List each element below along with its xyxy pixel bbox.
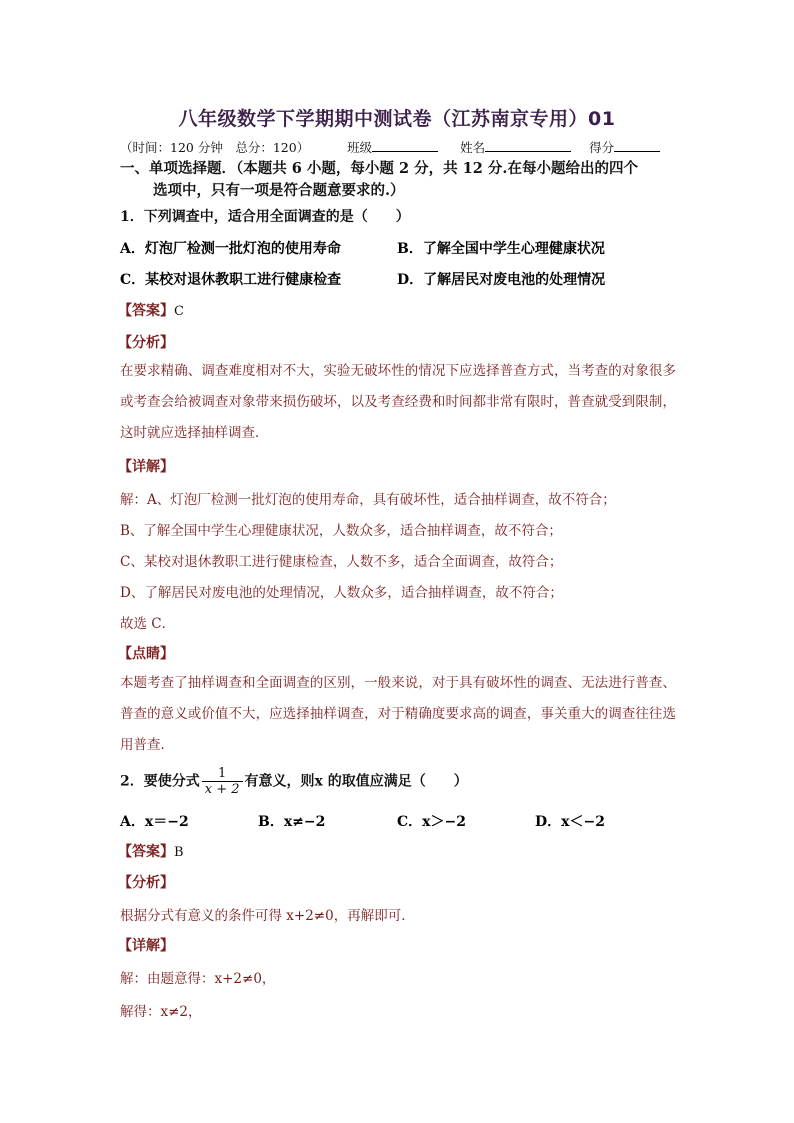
- exam-time: （时间：120 分钟 总分：120）: [120, 140, 310, 155]
- q2-answer-value: B: [174, 845, 184, 860]
- section-heading-line1: 一、单项选择题．（本题共 6 小题，每小题 2 分，共 12 分.在每小题给出的四个: [120, 160, 638, 177]
- q1-option-a: A．灯泡厂检测一批灯泡的使用寿命: [120, 241, 341, 257]
- q2-detail-tag: 【详解】: [118, 938, 174, 954]
- section-heading: [120, 158, 680, 202]
- name-blank: [485, 139, 571, 152]
- class-label: 班级: [347, 140, 373, 155]
- q2-stem: [120, 766, 468, 797]
- q2-option-a: A．x＝−2: [120, 814, 189, 830]
- q1-stem: 1．下列调查中，适合用全面调查的是（ ）: [120, 209, 410, 225]
- q2-stem-pre: 2．要使分式: [120, 773, 200, 790]
- q1-analysis-text: 在要求精确、调查难度相对不大，实验无破坏性的情况下应选择普查方式，当考查的对象很多或考查会给被调查对象带来损伤破坏，以及考查经费和时间都非常有限时，普查就受到限制，这时就应选择抽样调查．: [120, 363, 676, 441]
- class-blank: [372, 139, 438, 152]
- name-label: 姓名: [460, 140, 486, 155]
- q2-analysis-text: 根据分式有意义的条件可得 x+2≠0，再解即可．: [120, 908, 415, 924]
- q2-fraction: [202, 766, 243, 797]
- q2-detail-line: 解：由题意得：x+2≠0，: [120, 971, 276, 987]
- q1-detail-tag: 【详解】: [118, 459, 174, 475]
- section-heading-line2: 选项中，只有一项是符合题意要求的.）: [153, 182, 405, 199]
- q2-answer-tag: 【答案】: [118, 844, 174, 860]
- q1-detail-line: 故选 C．: [120, 616, 176, 632]
- q1-option-d: D．了解居民对废电池的处理情况: [397, 272, 606, 288]
- q1-detail-line: D、了解居民对废电池的处理情况，人数众多，适合抽样调查，故不符合；: [120, 585, 563, 601]
- q1-point-tag: 【点睛】: [118, 646, 174, 662]
- q2-stem-post: 有意义，则x 的取值应满足（ ）: [244, 773, 468, 790]
- q2-fraction-denominator: x + 2: [202, 781, 243, 797]
- q1-answer: [118, 300, 184, 320]
- q2-option-d: D．x＜−2: [535, 814, 605, 830]
- q1-answer-tag: 【答案】: [118, 303, 174, 319]
- q1-point-text: 本题考查了抽样调查和全面调查的区别，一般来说，对于具有破坏性的调查、无法进行普查、普查的意义或价值不大，应选择抽样调查，对于精确度要求高的调查，事关重大的调查往往选用普查．: [120, 675, 676, 753]
- q1-option-c: C．某校对退休教职工进行健康检查: [120, 272, 342, 288]
- q2-analysis-tag: 【分析】: [118, 875, 174, 891]
- q2-option-b: B．x≠−2: [258, 814, 326, 830]
- q1-answer-value: C: [174, 304, 184, 319]
- q2-option-c: C．x＞−2: [397, 814, 466, 830]
- page-title: 八年级数学下学期期中测试卷（江苏南京专用）01: [178, 108, 616, 130]
- exam-meta: [120, 138, 660, 156]
- score-blank: [614, 139, 660, 152]
- q2-fraction-numerator: 1: [217, 766, 227, 781]
- q1-detail-line: C、某校对退休教职工进行健康检查，人数不多，适合全面调查，故符合；: [120, 554, 563, 570]
- q2-detail-line: 解得：x≠2，: [120, 1004, 202, 1020]
- q2-answer: [118, 841, 184, 861]
- q1-option-b: B．了解全国中学生心理健康状况: [397, 241, 605, 257]
- q1-analysis-tag: 【分析】: [118, 335, 174, 351]
- q1-detail-line: 解：A、灯泡厂检测一批灯泡的使用寿命，具有破坏性，适合抽样调查，故不符合；: [120, 492, 616, 508]
- q1-detail-line: B、了解全国中学生心理健康状况，人数众多，适合抽样调查，故不符合；: [120, 523, 562, 539]
- score-label: 得分: [589, 140, 615, 155]
